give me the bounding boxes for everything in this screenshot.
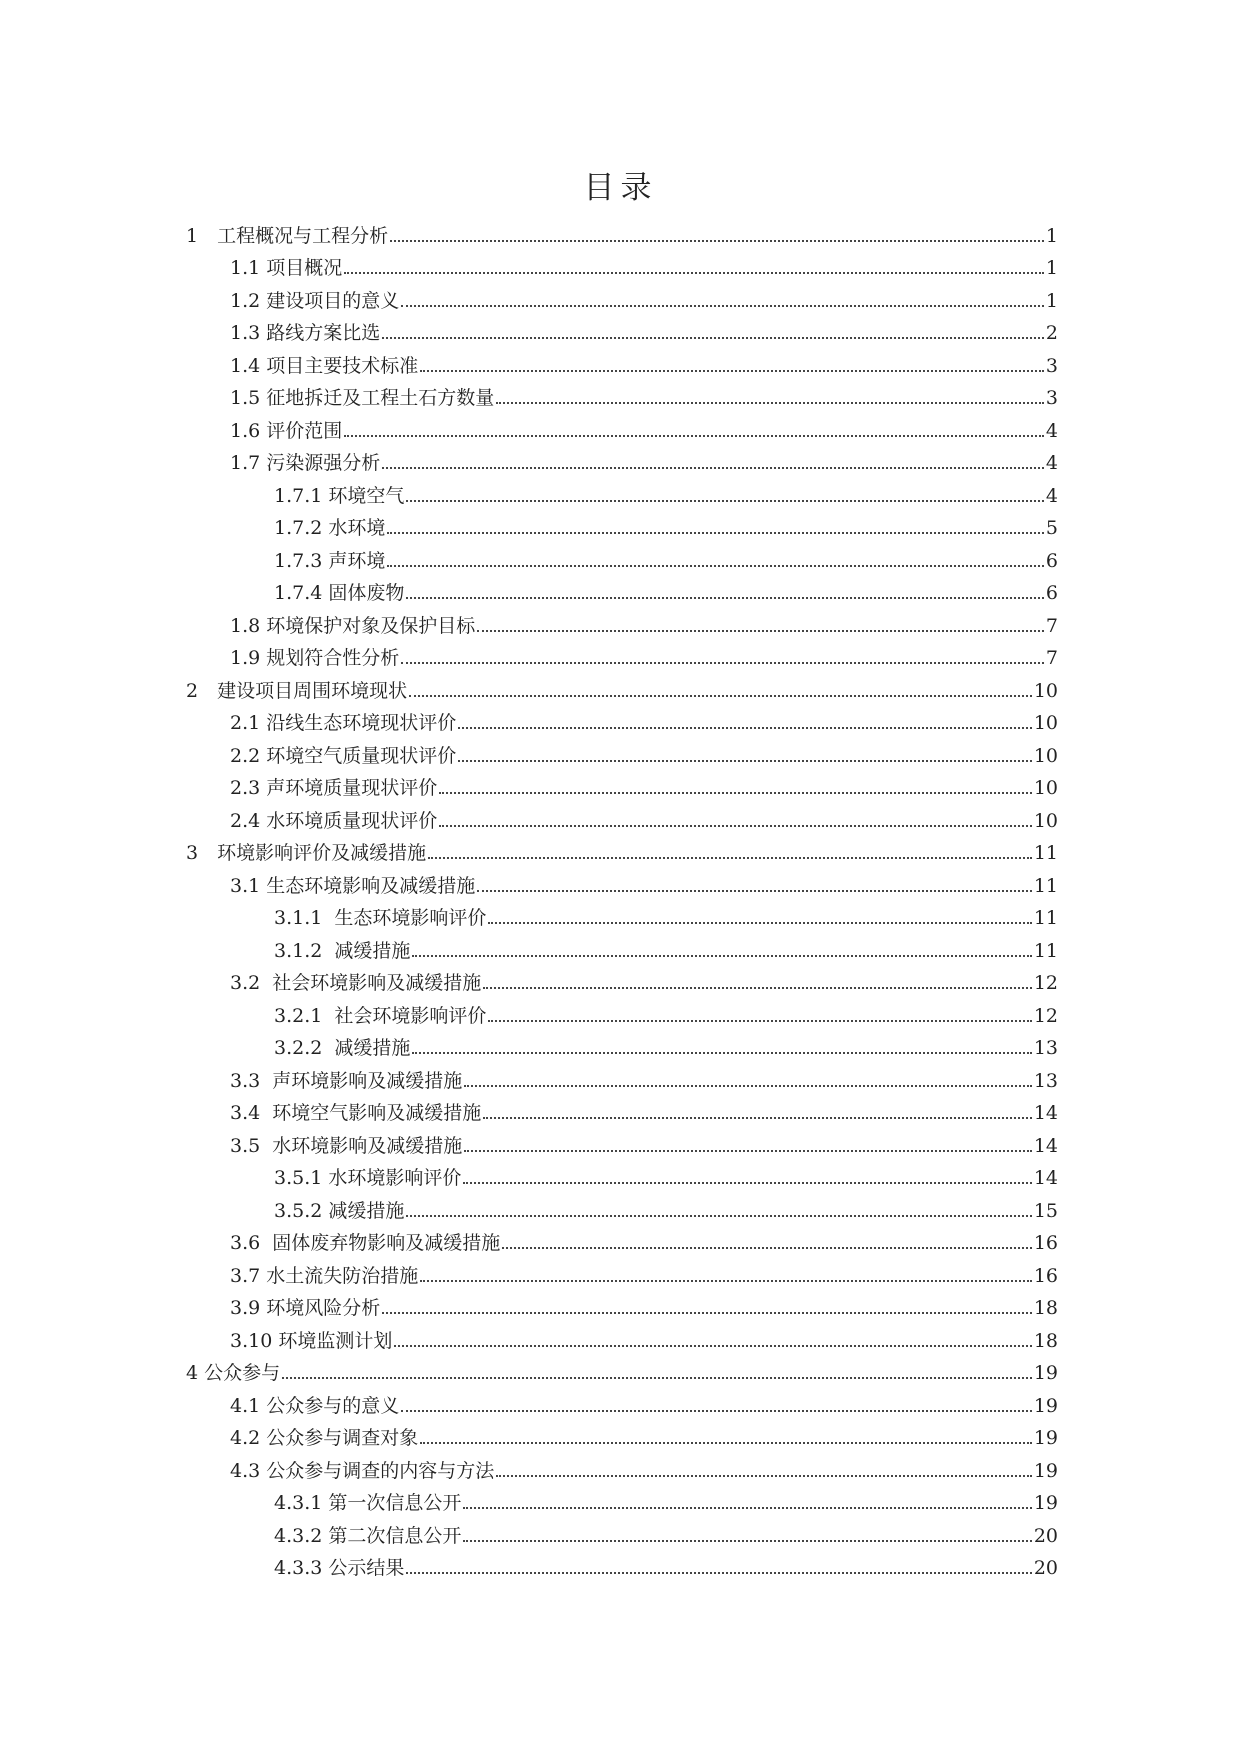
dot-leader bbox=[344, 435, 1044, 437]
toc-entry-label: 1.3 路线方案比选 bbox=[230, 322, 381, 344]
dot-leader bbox=[382, 467, 1044, 469]
toc-entry[interactable] bbox=[186, 1291, 1058, 1324]
toc-entry-label: 1.8 环境保护对象及保护目标 bbox=[230, 614, 476, 637]
toc-entry[interactable] bbox=[186, 966, 1058, 999]
toc-entry-page-number: 13 bbox=[1033, 1069, 1058, 1092]
toc-entry-label: 3.4 环境空气影响及减缓措施 bbox=[230, 1102, 482, 1124]
toc-entry-page-number: 4 bbox=[1045, 484, 1058, 507]
toc-entry-label: 1.4 项目主要技术标准 bbox=[230, 354, 419, 377]
toc-entry-page-number: 1 bbox=[1045, 289, 1058, 312]
dot-leader bbox=[420, 1442, 1032, 1444]
toc-entry-page-number: 18 bbox=[1033, 1297, 1058, 1319]
toc-entry-page-number: 4 bbox=[1045, 452, 1058, 474]
toc-entry-label: 3.5.1 水环境影响评价 bbox=[274, 1167, 462, 1189]
toc-entry-page-number: 14 bbox=[1033, 1102, 1058, 1124]
dot-leader bbox=[463, 1182, 1031, 1184]
dot-leader bbox=[483, 1117, 1032, 1119]
toc-entry-label: 1.7.2 水环境 bbox=[274, 517, 386, 539]
toc-entry[interactable] bbox=[186, 673, 1058, 706]
dot-leader bbox=[387, 532, 1044, 534]
toc-entry[interactable] bbox=[186, 1356, 1058, 1389]
toc-entry-page-number: 6 bbox=[1045, 582, 1058, 604]
toc-entry-label: 3.1.1 生态环境影响评价 bbox=[274, 907, 487, 929]
dot-leader bbox=[463, 1507, 1031, 1509]
toc-entry[interactable] bbox=[186, 381, 1058, 414]
toc-entry-page-number: 11 bbox=[1033, 939, 1058, 962]
dot-leader bbox=[406, 500, 1044, 502]
toc-entry-label: 4.3.3 公示结果 bbox=[274, 1557, 405, 1579]
toc-entry[interactable] bbox=[186, 641, 1058, 674]
dot-leader bbox=[477, 630, 1044, 632]
dot-leader bbox=[406, 1215, 1031, 1217]
toc-entry-label: 3.1 生态环境影响及减缓措施 bbox=[230, 874, 476, 897]
toc-entry-label: 4 公众参与 bbox=[186, 1362, 281, 1384]
toc-entry-label: 3.2.1 社会环境影响评价 bbox=[274, 1004, 487, 1027]
dot-leader bbox=[502, 1247, 1032, 1249]
toc-entry-label: 4.2 公众参与调查对象 bbox=[230, 1427, 419, 1449]
toc-entry-label: 3.1.2 减缓措施 bbox=[274, 939, 411, 962]
toc-entry[interactable] bbox=[186, 413, 1058, 446]
toc-entry-label: 3.2 社会环境影响及减缓措施 bbox=[230, 972, 482, 994]
toc-entry-page-number: 1 bbox=[1045, 257, 1058, 279]
toc-entry-page-number: 14 bbox=[1033, 1134, 1058, 1157]
page-title: 目录 bbox=[583, 170, 658, 206]
dot-leader bbox=[406, 1572, 1031, 1574]
toc-entry-page-number: 20 bbox=[1033, 1557, 1058, 1579]
dot-leader bbox=[464, 1150, 1032, 1152]
toc-entry[interactable] bbox=[186, 1551, 1058, 1584]
toc-entry-label: 2 建设项目周围环境现状 bbox=[186, 679, 408, 702]
toc-entry-label: 3.5.2 减缓措施 bbox=[274, 1199, 405, 1222]
toc-entry-page-number: 6 bbox=[1045, 549, 1058, 572]
toc-entry[interactable] bbox=[186, 738, 1058, 771]
dot-leader bbox=[406, 597, 1044, 599]
toc-entry[interactable] bbox=[186, 218, 1058, 251]
dot-leader bbox=[496, 1475, 1032, 1477]
toc-entry[interactable] bbox=[186, 446, 1058, 479]
toc-entry-page-number: 10 bbox=[1033, 809, 1058, 832]
toc-entry[interactable] bbox=[186, 348, 1058, 381]
dot-leader bbox=[401, 1410, 1032, 1412]
toc-entry[interactable] bbox=[186, 543, 1058, 576]
toc-entry-page-number: 19 bbox=[1033, 1459, 1058, 1482]
dot-leader bbox=[394, 1345, 1031, 1347]
toc-entry[interactable] bbox=[186, 1063, 1058, 1096]
toc-entry-label: 3.6 固体废弃物影响及减缓措施 bbox=[230, 1232, 501, 1254]
toc-entry-label: 3.3 声环境影响及减缓措施 bbox=[230, 1069, 463, 1092]
toc-entry-page-number: 11 bbox=[1033, 907, 1058, 929]
toc-entry[interactable] bbox=[186, 998, 1058, 1031]
dot-leader bbox=[382, 1312, 1032, 1314]
toc-entry[interactable] bbox=[186, 836, 1058, 869]
toc-entry[interactable] bbox=[186, 803, 1058, 836]
toc-entry[interactable] bbox=[186, 1388, 1058, 1421]
toc-entry[interactable] bbox=[186, 706, 1058, 739]
dot-leader bbox=[420, 370, 1044, 372]
toc-entry-label: 1.1 项目概况 bbox=[230, 257, 343, 279]
dot-leader bbox=[409, 695, 1032, 697]
toc-entry-page-number: 10 bbox=[1033, 777, 1058, 799]
toc-entry-label: 2.1 沿线生态环境现状评价 bbox=[230, 712, 457, 734]
toc-entry[interactable] bbox=[186, 868, 1058, 901]
toc-entry-page-number: 3 bbox=[1045, 387, 1058, 409]
toc-entry-page-number: 3 bbox=[1045, 354, 1058, 377]
toc-entry[interactable] bbox=[186, 1518, 1058, 1551]
toc-entry-label: 1.7 污染源强分析 bbox=[230, 452, 381, 474]
toc-entry-page-number: 15 bbox=[1033, 1199, 1058, 1222]
toc-entry-label: 3.5 水环境影响及减缓措施 bbox=[230, 1134, 463, 1157]
toc-entry-page-number: 5 bbox=[1045, 517, 1058, 539]
toc-entry[interactable] bbox=[186, 608, 1058, 641]
toc-entry-label: 4.3.2 第二次信息公开 bbox=[274, 1524, 462, 1547]
dot-leader bbox=[477, 890, 1032, 892]
toc-entry-page-number: 2 bbox=[1045, 322, 1058, 344]
toc-entry[interactable] bbox=[186, 1096, 1058, 1129]
toc-entry-label: 3 环境影响评价及减缓措施 bbox=[186, 842, 427, 864]
toc-entry-page-number: 19 bbox=[1033, 1427, 1058, 1449]
toc-entry-label: 2.2 环境空气质量现状评价 bbox=[230, 744, 457, 767]
dot-leader bbox=[428, 857, 1032, 859]
dot-leader bbox=[382, 337, 1044, 339]
toc-entry-page-number: 16 bbox=[1033, 1264, 1058, 1287]
toc-entry[interactable] bbox=[186, 251, 1058, 284]
dot-leader bbox=[420, 1280, 1032, 1282]
toc-entry-page-number: 13 bbox=[1033, 1037, 1058, 1059]
toc-entry[interactable] bbox=[186, 316, 1058, 349]
toc-entry-label: 1.7.3 声环境 bbox=[274, 549, 386, 572]
toc-entry[interactable] bbox=[186, 1128, 1058, 1161]
toc-entry-label: 1.2 建设项目的意义 bbox=[230, 289, 400, 312]
toc-entry[interactable] bbox=[186, 901, 1058, 934]
toc-entry-label: 4.1 公众参与的意义 bbox=[230, 1394, 400, 1417]
toc-entry-label: 1.7.1 环境空气 bbox=[274, 484, 405, 507]
toc-entry-label: 2.4 水环境质量现状评价 bbox=[230, 809, 438, 832]
dot-leader bbox=[401, 305, 1044, 307]
toc-entry[interactable] bbox=[186, 478, 1058, 511]
toc-entry[interactable] bbox=[186, 1486, 1058, 1519]
toc-entry[interactable] bbox=[186, 1453, 1058, 1486]
toc-entry-page-number: 18 bbox=[1033, 1329, 1058, 1352]
toc-entry[interactable] bbox=[186, 1161, 1058, 1194]
toc-entry[interactable] bbox=[186, 1193, 1058, 1226]
dot-leader bbox=[387, 565, 1044, 567]
toc-entry-label: 1 工程概况与工程分析 bbox=[186, 224, 389, 247]
toc-entry-label: 2.3 声环境质量现状评价 bbox=[230, 777, 438, 799]
toc-entry-page-number: 14 bbox=[1033, 1167, 1058, 1189]
dot-leader bbox=[488, 1020, 1031, 1022]
toc-entry-page-number: 10 bbox=[1033, 744, 1058, 767]
toc-entry[interactable] bbox=[186, 1258, 1058, 1291]
toc-entry[interactable] bbox=[186, 1226, 1058, 1259]
toc-entry-page-number: 1 bbox=[1045, 224, 1058, 247]
toc-entry-label: 3.2.2 减缓措施 bbox=[274, 1037, 411, 1059]
toc-entry-label: 1.6 评价范围 bbox=[230, 419, 343, 442]
toc-entry-page-number: 11 bbox=[1033, 874, 1058, 897]
toc-entry-label: 4.3 公众参与调查的内容与方法 bbox=[230, 1459, 495, 1482]
toc-entry[interactable] bbox=[186, 1323, 1058, 1356]
dot-leader bbox=[439, 792, 1032, 794]
dot-leader bbox=[401, 662, 1044, 664]
toc-entry-page-number: 10 bbox=[1033, 712, 1058, 734]
dot-leader bbox=[464, 1085, 1032, 1087]
toc-entry[interactable] bbox=[186, 1031, 1058, 1064]
toc-entry[interactable] bbox=[186, 933, 1058, 966]
toc-entry[interactable] bbox=[186, 576, 1058, 609]
toc-entry[interactable] bbox=[186, 1421, 1058, 1454]
dot-leader bbox=[412, 1052, 1031, 1054]
toc-entry-page-number: 16 bbox=[1033, 1232, 1058, 1254]
toc-entry-page-number: 4 bbox=[1045, 419, 1058, 442]
toc-entry-page-number: 10 bbox=[1033, 679, 1058, 702]
toc-entry-page-number: 7 bbox=[1045, 647, 1058, 669]
toc-entry-label: 3.9 环境风险分析 bbox=[230, 1297, 381, 1319]
toc-entry-label: 1.5 征地拆迁及工程土石方数量 bbox=[230, 387, 495, 409]
table-of-contents bbox=[186, 218, 1058, 1583]
toc-entry-label: 1.7.4 固体废物 bbox=[274, 582, 405, 604]
toc-entry-page-number: 7 bbox=[1045, 614, 1058, 637]
toc-entry-page-number: 12 bbox=[1033, 972, 1058, 994]
toc-entry-page-number: 11 bbox=[1033, 842, 1058, 864]
toc-entry-page-number: 19 bbox=[1033, 1394, 1058, 1417]
toc-entry[interactable] bbox=[186, 511, 1058, 544]
toc-entry-label: 4.3.1 第一次信息公开 bbox=[274, 1492, 462, 1514]
dot-leader bbox=[458, 727, 1032, 729]
dot-leader bbox=[282, 1377, 1032, 1379]
dot-leader bbox=[412, 955, 1031, 957]
toc-entry-page-number: 20 bbox=[1033, 1524, 1058, 1547]
dot-leader bbox=[488, 922, 1031, 924]
toc-entry[interactable] bbox=[186, 771, 1058, 804]
toc-entry-label: 1.9 规划符合性分析 bbox=[230, 647, 400, 669]
toc-entry-page-number: 19 bbox=[1033, 1362, 1058, 1384]
toc-entry-page-number: 19 bbox=[1033, 1492, 1058, 1514]
dot-leader bbox=[390, 240, 1044, 242]
dot-leader bbox=[439, 825, 1032, 827]
toc-entry[interactable] bbox=[186, 283, 1058, 316]
dot-leader bbox=[463, 1540, 1031, 1542]
toc-entry-page-number: 12 bbox=[1033, 1004, 1058, 1027]
toc-entry-label: 3.7 水土流失防治措施 bbox=[230, 1264, 419, 1287]
dot-leader bbox=[496, 402, 1044, 404]
dot-leader bbox=[483, 987, 1032, 989]
dot-leader bbox=[458, 760, 1032, 762]
dot-leader bbox=[344, 272, 1044, 274]
toc-entry-label: 3.10 环境监测计划 bbox=[230, 1329, 393, 1352]
